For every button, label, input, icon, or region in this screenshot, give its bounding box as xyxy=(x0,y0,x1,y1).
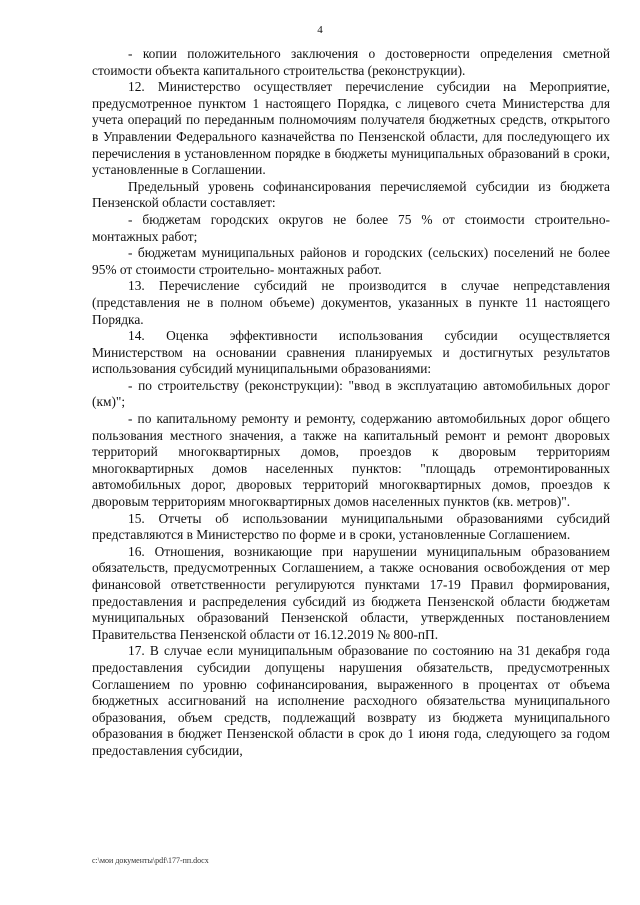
paragraph-6: 13. Перечисление субсидий не производится в случае непредставления (представления не в полном объеме) документов, указанных в пункте 11 настоящего Порядка. xyxy=(92,278,610,327)
paragraph-10: 15. Отчеты об использовании муниципальными образованиями субсидий представляются в Министерство по форме и в сроки, установленные Соглашением. xyxy=(92,510,610,543)
paragraph-1: - копии положительного заключения о достоверности определения сметной стоимости объекта капитального строительства (реконструкции). xyxy=(92,46,610,78)
document-body xyxy=(92,46,610,760)
paragraph-12: 17. В случае если муниципальным образование по состоянию на 31 декабря года предоставления субсидии допущены нарушения обязательств, предусмотренных Соглашением по уровню софинансирования, выраженного в процентах от объема бюджетных ассигнований на исполнение расходного обязательства муниципального образования, объем средств, подлежащий возврату из бюджета муниципального образования в бюджет Пензенской области в срок до 1 июня года, следующего за годом предоставления субсидии, xyxy=(92,643,610,758)
paragraph-9: - по капитальному ремонту и ремонту, содержанию автомобильных дорог общего пользования местного значения, а также на капитальный ремонт и ремонт дворовых территорий многоквартирных домов, проездов к дворовым территориям многоквартирных домов населенных пунктов: "площадь отремонтированных автомобильных дорог, дворовых территорий многоквартирных домов, проездов к дворовым территориям многоквартирных домов населенных пунктов (кв. метров)". xyxy=(92,411,610,510)
footer-file-path: c:\мои документы\pdf\177-пп.docx xyxy=(92,856,209,865)
paragraph-7: 14. Оценка эффективности использования субсидии осуществляется Министерством на основании сравнения планируемых и достигнутых результатов использования субсидий муниципальными образованиями: xyxy=(92,328,610,377)
paragraph-5: - бюджетам муниципальных районов и городских (сельских) поселений не более 95% от стоимости строительно- монтажных работ. xyxy=(92,245,610,277)
page-number: 4 xyxy=(317,24,323,36)
paragraph-11: 16. Отношения, возникающие при нарушении муниципальным образованием обязательств, предусмотренных Соглашением, а также основания освобождения от мер финансовой ответственности регулируются пунктами 17-19 Правил формирования, предоставления и распределения субсидий из бюджета Пензенской области бюджетам муниципальных образований Пензенской области, утвержденных постановлением Правительства Пензенской области от 16.12.2019 № 800-пП. xyxy=(92,543,610,642)
paragraph-4: - бюджетам городских округов не более 75 % от стоимости строительно-монтажных работ; xyxy=(92,211,610,244)
paragraph-3: Предельный уровень софинансирования перечисляемой субсидии из бюджета Пензенской области составляет: xyxy=(92,178,610,211)
paragraph-2: 12. Министерство осуществляет перечисление субсидии на Мероприятие, предусмотренное пунктом 1 настоящего Порядка, с лицевого счета Министерства для учета операций по переданным полномочиям получателя бюджетных средств, открытого в Управлении Федерального казначейства по Пензенской области, для последующего их перечисления в установленном порядке в бюджеты муниципальных образований в сроки, установленные в Соглашении. xyxy=(92,79,610,178)
paragraph-8: - по строительству (реконструкции): "ввод в эксплуатацию автомобильных дорог (км)"; xyxy=(92,377,610,410)
